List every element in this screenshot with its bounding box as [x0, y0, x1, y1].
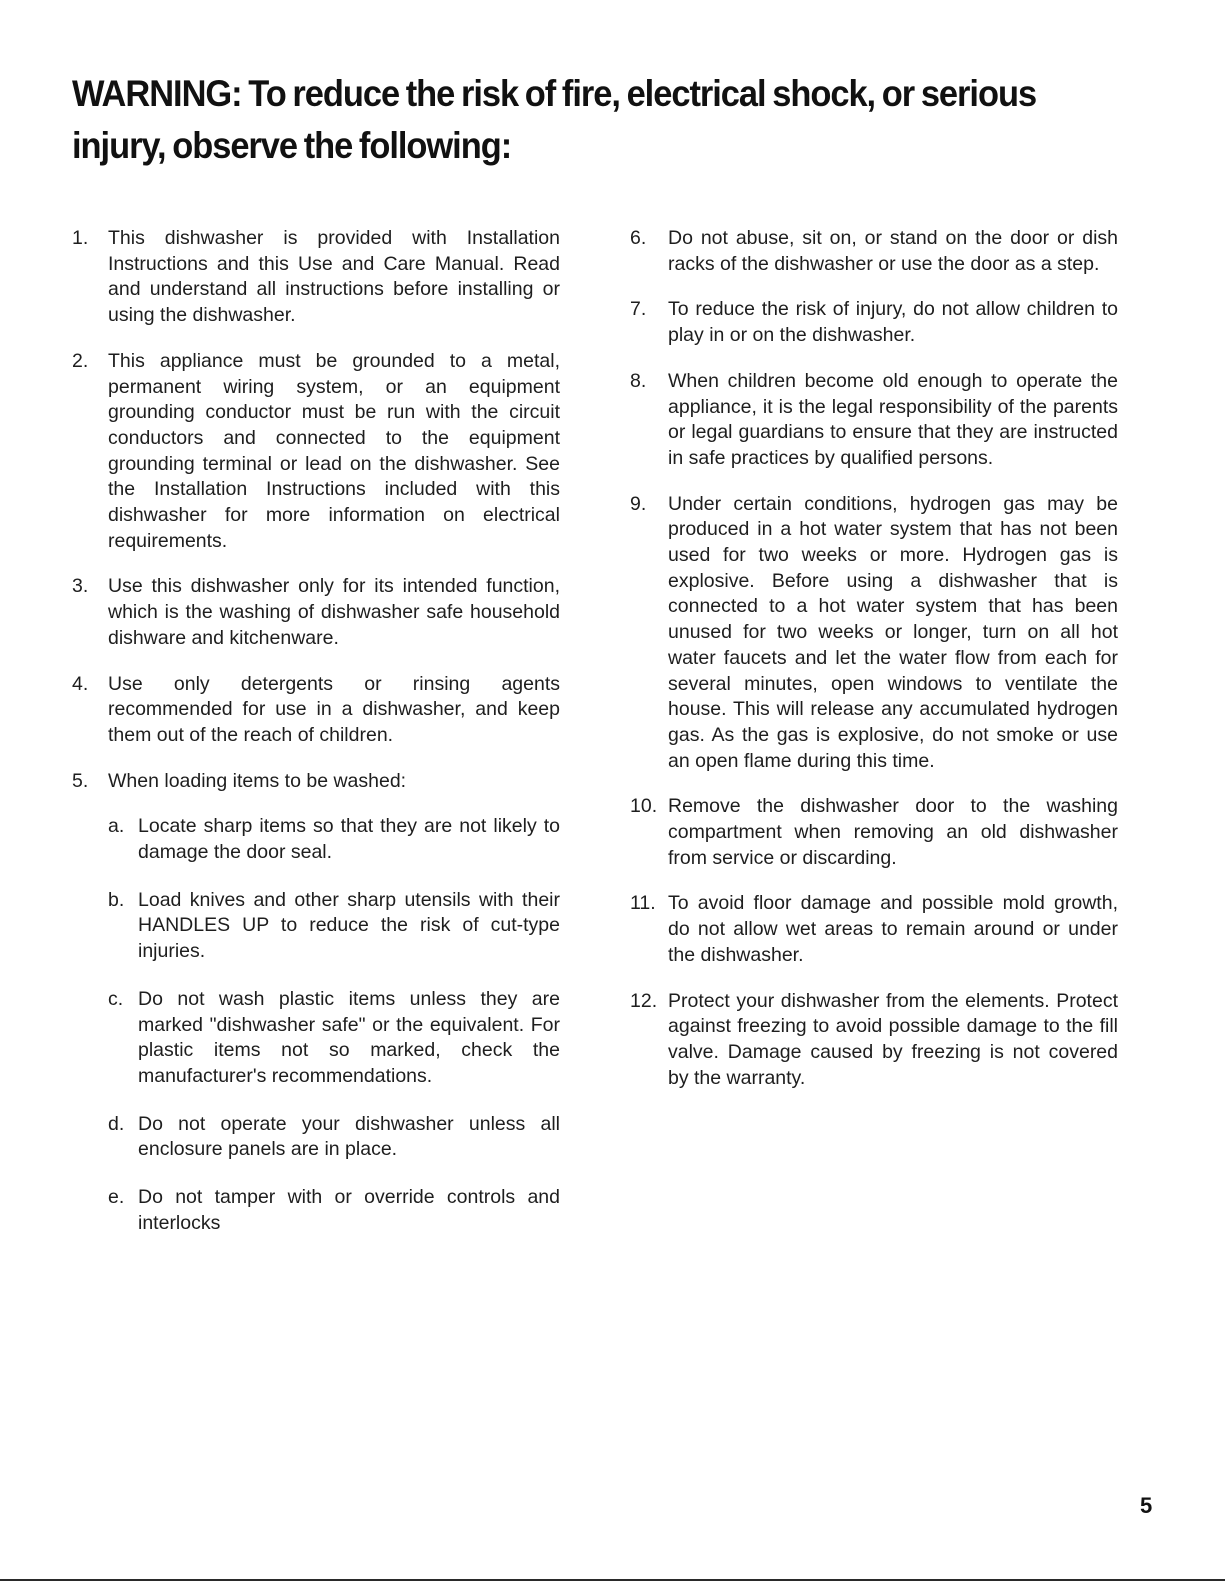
- sub-item-letter: b.: [108, 888, 125, 911]
- item-text: Do not abuse, sit on, or stand on the door or dish racks of the dishwasher or use the door as a step.: [668, 227, 1118, 275]
- sub-item-text: Do not tamper with or override controls and interlocks: [138, 1186, 560, 1234]
- item-number: 6.: [630, 227, 647, 249]
- sub-item-text: Load knives and other sharp utensils with their HANDLES UP to reduce the risk of cut-type injuries.: [138, 888, 560, 963]
- item-text: Use only detergents or rinsing agents recommended for use in a dishwasher, and keep them out of the reach of children.: [108, 672, 560, 746]
- list-item: [630, 794, 1118, 871]
- item-number: 10.: [630, 795, 658, 818]
- sub-item-text: Do not operate your dishwasher unless all enclosure panels are in place.: [138, 1112, 560, 1161]
- list-item: [630, 369, 1118, 472]
- list-item: [72, 672, 560, 749]
- warning-heading: WARNING: To reduce the risk of fire, electrical shock, or serious injury, observe the following:: [72, 73, 1037, 166]
- item-text: When loading items to be washed:: [108, 769, 407, 792]
- list-item: [630, 492, 1118, 775]
- list-item: [72, 349, 560, 555]
- item-text: When children become old enough to operate the appliance, it is the legal responsibility of the parents or legal guardians to ensure that they are instructed in safe practices by qualified persons.: [668, 369, 1118, 469]
- item-text: Use this dishwasher only for its intended function, which is the washing of dishwasher safe household dishware and kitchenware.: [108, 575, 560, 649]
- item-text: To reduce the risk of injury, do not allow children to play in or on the dishwasher.: [668, 298, 1118, 347]
- list-item: [630, 297, 1118, 348]
- item-number: 12.: [630, 989, 658, 1012]
- sub-item-letter: d.: [108, 1112, 125, 1135]
- item-number: 11.: [630, 892, 656, 915]
- sub-list-item: [108, 1185, 560, 1236]
- item-number: 2.: [72, 349, 89, 372]
- item-text: This dishwasher is provided with Installation Instructions and this Use and Care Manual. Read and understand all instructions before installing or using the dishwasher.: [108, 227, 560, 327]
- list-item: [72, 226, 560, 329]
- item-text: Under certain conditions, hydrogen gas may be produced in a hot water system that has not been used for two weeks or more. Hydrogen gas is explosive. Before using a dishwasher that is connected to a hot water system that has been unused for two weeks or longer, turn on all hot water faucets and let the water flow from each for several minutes, open windows to ventilate the house. This will release any accumulated hydrogen gas. As the gas is explosive, do not smoke or use an open flame during this time.: [668, 492, 1118, 772]
- list-item: [630, 226, 1118, 277]
- sub-item-letter: a.: [108, 815, 125, 838]
- item-number: 3.: [72, 575, 89, 598]
- item-text: Remove the dishwasher door to the washing compartment when removing an old dishwasher from service or discarding.: [668, 795, 1118, 869]
- sub-item-letter: e.: [108, 1186, 125, 1209]
- sub-item-text: Do not wash plastic items unless they are marked "dishwasher safe" or the equivalent. For plastic items not so marked, check the manufacturer's recommendations.: [138, 987, 560, 1087]
- item-number: 8.: [630, 369, 647, 392]
- item-text: To avoid floor damage and possible mold growth, do not allow wet areas to remain around or under the dishwasher.: [668, 892, 1118, 966]
- sub-item-letter: c.: [108, 987, 124, 1010]
- loading-sublist: [108, 814, 560, 1236]
- sub-item-text: Locate sharp items so that they are not likely to damage the door seal.: [138, 815, 560, 864]
- sub-list-item: [108, 1112, 560, 1163]
- safety-list-right: [630, 226, 1118, 1111]
- sub-list-item: [108, 814, 560, 865]
- item-text: This appliance must be grounded to a metal, permanent wiring system, or an equipment grounding conductor must be run with the circuit conductors and connected to the equipment grounding terminal or lead on the dishwasher. See the Installation Instructions included with this dishwasher for more information on electrical requirements.: [108, 349, 560, 552]
- list-item: [630, 891, 1118, 968]
- page-bottom-rule: [0, 1579, 1225, 1581]
- item-number: 9.: [630, 492, 647, 515]
- sub-list-item: [108, 987, 560, 1090]
- item-number: 1.: [72, 227, 89, 249]
- list-item: [72, 574, 560, 651]
- list-item: [630, 989, 1118, 1092]
- item-text: Protect your dishwasher from the elements. Protect against freezing to avoid possible damage to the fill valve. Damage caused by freezing is not covered by the warranty.: [668, 989, 1118, 1089]
- item-number: 5.: [72, 769, 89, 792]
- page-number: 5: [1140, 1493, 1153, 1518]
- item-number: 7.: [630, 298, 647, 321]
- item-number: 4.: [72, 672, 89, 695]
- safety-list-left: [72, 226, 560, 1259]
- sub-list-item: [108, 888, 560, 965]
- list-item: [72, 769, 560, 1237]
